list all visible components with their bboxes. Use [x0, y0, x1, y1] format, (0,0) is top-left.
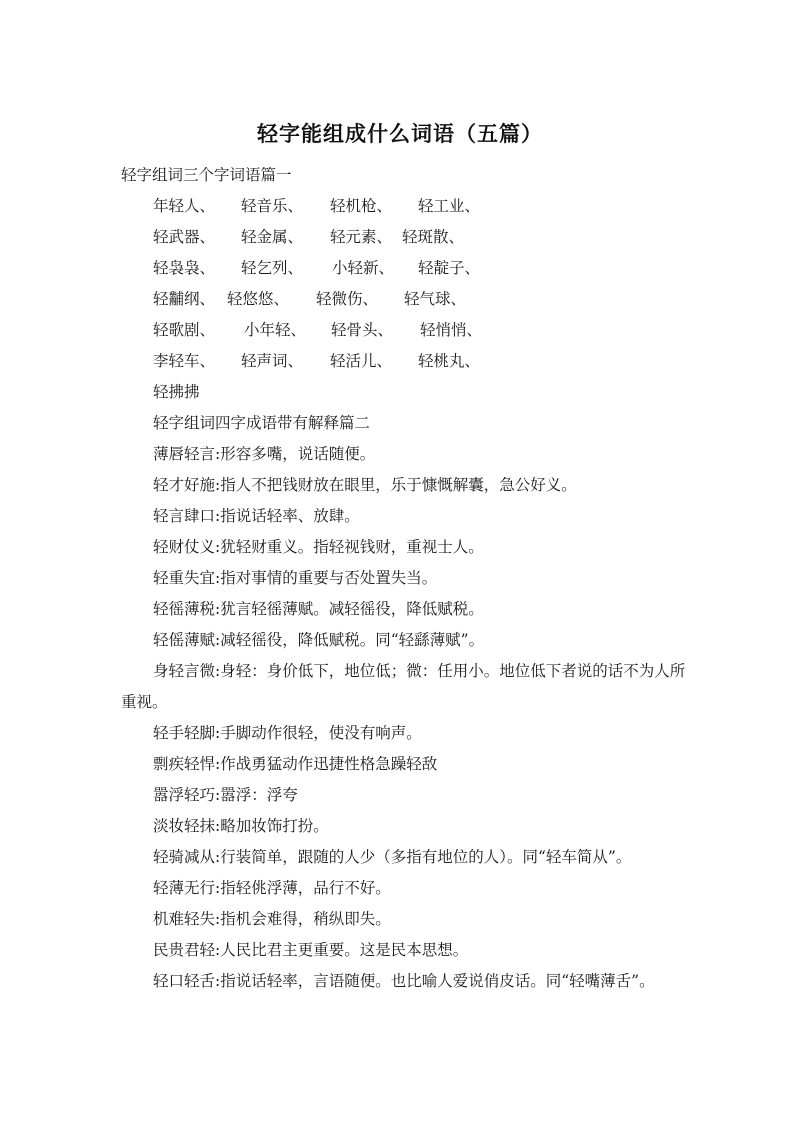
word-item: 轻微伤、 [316, 290, 379, 308]
word-item: 轻活儿、 [330, 352, 393, 370]
idiom-list [121, 439, 691, 997]
word-row [121, 191, 691, 222]
idiom-entry [121, 935, 691, 966]
word-item: 轻袅袅、 [153, 259, 216, 277]
word-item: 轻乞列、 [241, 259, 304, 277]
word-item: 轻黼纲、 [153, 290, 216, 308]
idiom-definition: 指机会难得，稍纵即失。 [220, 910, 391, 928]
idiom-definition: 指对事情的重要与否处置失当。 [220, 569, 438, 587]
idiom-entry [121, 656, 691, 718]
idiom-term: 身轻言微 [153, 662, 216, 680]
word-item: 轻骨头、 [331, 321, 394, 339]
idiom-separator: : [215, 507, 221, 525]
idiom-entry [121, 904, 691, 935]
idiom-definition: 行装简单，跟随的人少（多指有地位的人）。同“轻车简从”。 [220, 848, 632, 866]
idiom-separator: : [215, 600, 221, 618]
idiom-term: 剽疾轻悍 [153, 755, 216, 773]
idiom-entry [121, 439, 691, 470]
idiom-entry [121, 749, 691, 780]
idiom-definition: 指人不把钱财放在眼里，乐于慷慨解囊，急公好义。 [220, 476, 577, 494]
word-row [121, 315, 691, 346]
idiom-term: 薄唇轻言 [153, 445, 216, 463]
word-item: 轻工业、 [418, 197, 481, 215]
idiom-definition: 形容多嘴，说话随便。 [220, 445, 376, 463]
word-item: 轻桃丸、 [418, 352, 481, 370]
word-item: 轻声词、 [241, 352, 304, 370]
word-row [121, 253, 691, 284]
word-item: 轻机枪、 [330, 197, 393, 215]
idiom-separator: : [215, 538, 221, 556]
idiom-entry [121, 966, 691, 997]
idiom-separator: : [215, 476, 221, 494]
idiom-term: 轻才好施 [153, 476, 216, 494]
document-body [121, 160, 691, 997]
word-item: 轻悠悠、 [227, 290, 290, 308]
idiom-term: 轻骑减从 [153, 848, 216, 866]
idiom-entry [121, 780, 691, 811]
idiom-term: 民贵君轻 [153, 941, 216, 959]
idiom-entry [121, 873, 691, 904]
section-heading-2: 轻字组词四字成语带有解释篇二 [153, 414, 371, 432]
idiom-term: 嚣浮轻巧 [153, 786, 216, 804]
idiom-term: 轻傜薄赋 [153, 631, 216, 649]
idiom-term: 轻手轻脚 [153, 724, 216, 742]
word-item: 小年轻、 [244, 321, 307, 339]
idiom-entry [121, 563, 691, 594]
idiom-definition: 指说话轻率，言语随便。也比喻人爱说俏皮话。同“轻嘴薄舌”。 [220, 972, 655, 990]
idiom-separator: : [215, 817, 221, 835]
idiom-entry [121, 718, 691, 749]
word-item: 轻武器、 [153, 228, 216, 246]
idiom-separator: : [215, 910, 221, 928]
idiom-separator: : [215, 631, 221, 649]
idiom-entry [121, 470, 691, 501]
idiom-entry [121, 811, 691, 842]
idiom-term: 轻言肆口 [153, 507, 216, 525]
word-row [121, 222, 691, 253]
idiom-term: 轻重失宜 [153, 569, 216, 587]
idiom-term: 轻薄无行 [153, 879, 216, 897]
idiom-separator: : [215, 972, 221, 990]
idiom-entry [121, 501, 691, 532]
idiom-entry [121, 625, 691, 656]
idiom-separator: : [215, 879, 221, 897]
word-item: 轻音乐、 [241, 197, 304, 215]
word-item: 年轻人、 [153, 197, 216, 215]
word-item: 轻斑散、 [402, 228, 465, 246]
idiom-term: 轻徭薄税 [153, 600, 216, 618]
word-item: 轻悄悄、 [420, 321, 483, 339]
idiom-entry [121, 842, 691, 873]
idiom-separator: : [215, 848, 221, 866]
word-item: 李轻车、 [153, 352, 216, 370]
idiom-definition: 略加妆饰打扮。 [220, 817, 329, 835]
idiom-definition: 人民比君主更重要。这是民本思想。 [220, 941, 469, 959]
idiom-definition: 减轻徭役，降低赋税。同“轻繇薄赋”。 [220, 631, 485, 649]
idiom-separator: : [215, 569, 221, 587]
idiom-separator: : [215, 662, 221, 680]
idiom-separator: : [215, 941, 221, 959]
idiom-term: 轻财仗义 [153, 538, 216, 556]
word-item: 轻金属、 [241, 228, 304, 246]
idiom-term: 轻口轻舌 [153, 972, 216, 990]
idiom-definition: 嚣浮：浮夸 [220, 786, 298, 804]
document-title: 轻字能组成什么词语（五篇） [257, 122, 543, 146]
word-row [121, 284, 691, 315]
idiom-entry [121, 594, 691, 625]
word-item: 轻歌剧、 [153, 321, 216, 339]
idiom-definition: 犹轻财重义。指轻视钱财，重视士人。 [220, 538, 484, 556]
word-row [121, 346, 691, 377]
idiom-separator: : [215, 445, 221, 463]
last-word: 轻拂拂 [153, 383, 200, 401]
idiom-definition: 手脚动作很轻，使没有响声。 [220, 724, 422, 742]
word-item: 轻靛子、 [418, 259, 481, 277]
idiom-term: 淡妆轻抹 [153, 817, 216, 835]
idiom-separator: : [215, 755, 221, 773]
idiom-definition: 身轻：身价低下，地位低；微：任用小。地位低下者说的话不为人所重视。 [121, 662, 686, 711]
idiom-definition: 犹言轻徭薄赋。减轻徭役，降低赋税。 [220, 600, 484, 618]
section-heading-1: 轻字组词三个字词语篇一 [121, 166, 292, 184]
idiom-separator: : [215, 724, 221, 742]
word-item: 轻元素、 [330, 228, 393, 246]
word-item: 轻气球、 [404, 290, 467, 308]
idiom-definition: 指轻佻浮薄，品行不好。 [220, 879, 391, 897]
idiom-definition: 作战勇猛动作迅捷性格急躁轻敌 [220, 755, 438, 773]
idiom-definition: 指说话轻率、放肆。 [220, 507, 360, 525]
idiom-term: 机难轻失 [153, 910, 216, 928]
idiom-separator: : [215, 786, 221, 804]
idiom-entry [121, 532, 691, 563]
word-item: 小轻新、 [332, 259, 395, 277]
